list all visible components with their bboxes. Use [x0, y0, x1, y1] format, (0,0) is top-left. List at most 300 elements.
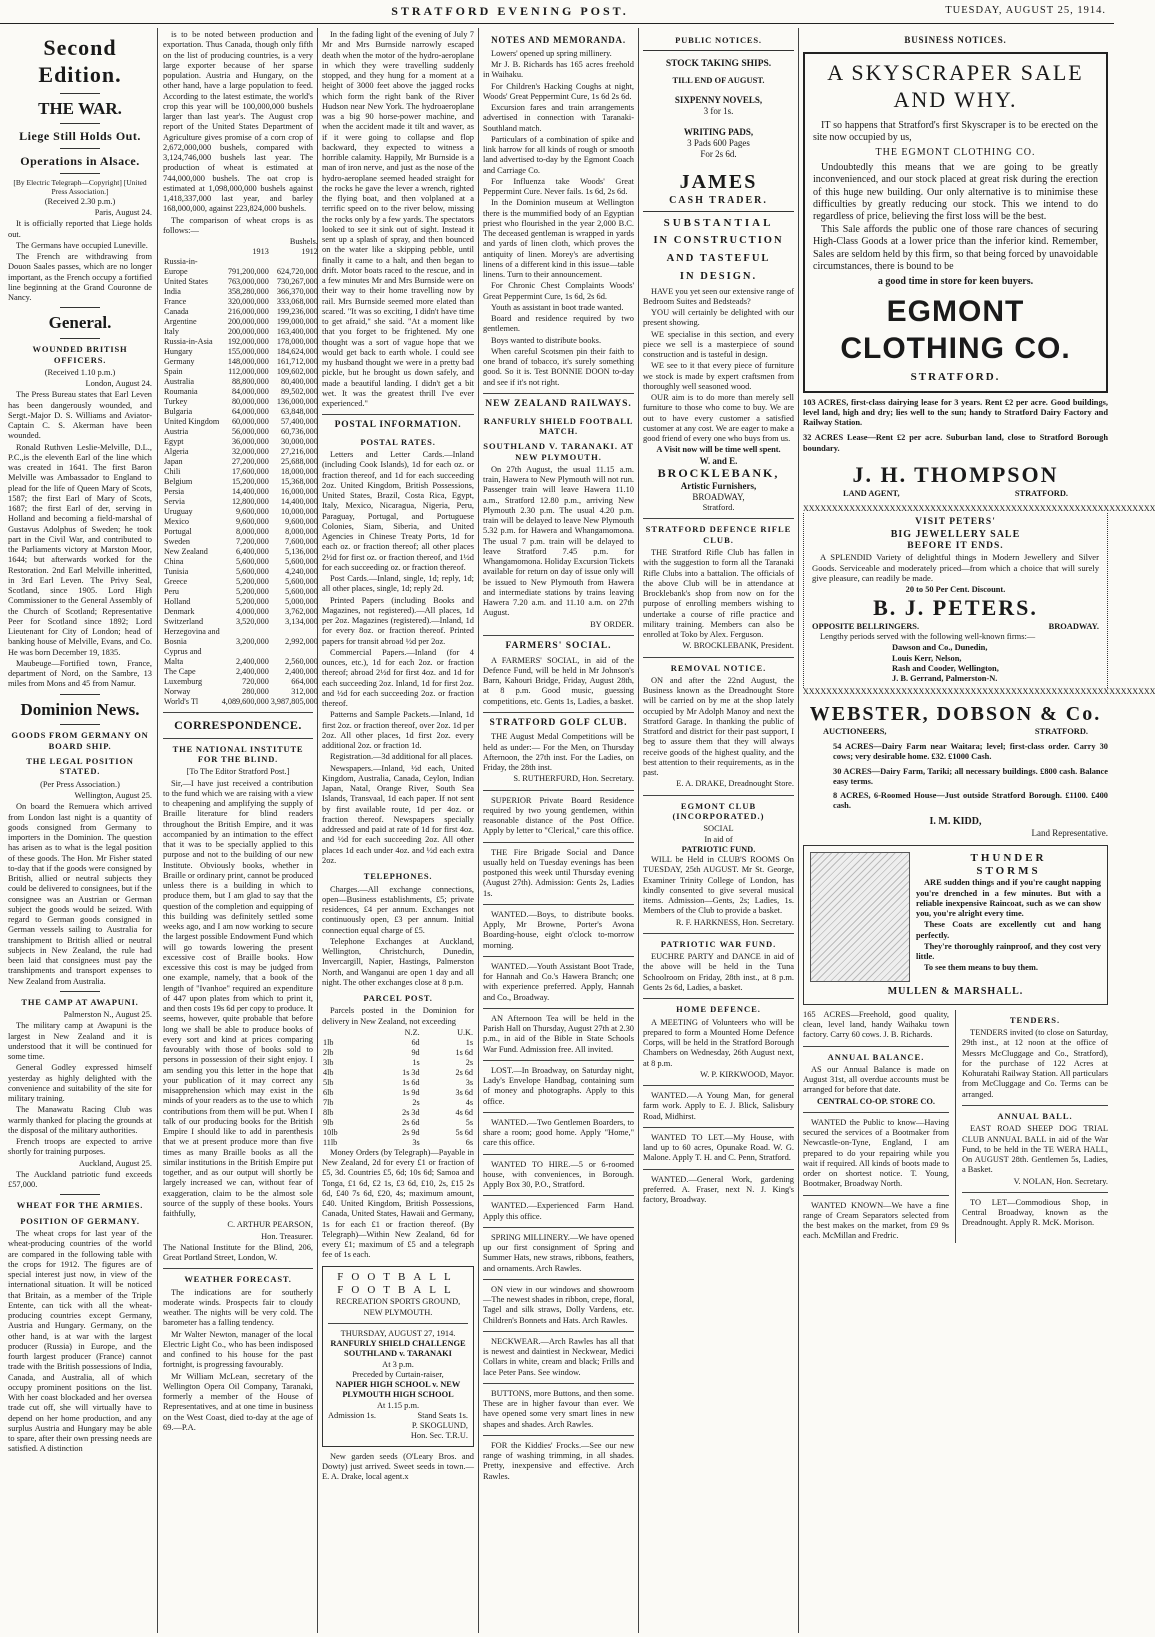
table-header: U.K. [457, 1027, 473, 1037]
received-time: (Received 1.10 p.m.) [44, 367, 116, 377]
column-rule [798, 28, 799, 1633]
curtain-intro: Preceded by Curtain-raiser, [352, 1369, 444, 1379]
bushels-cell: 14,400,000 [281, 497, 318, 506]
skyscraper-body: Undoubtedly this means that we are going to be greatly inconvenienced, and our stock placed at great risk during the erection of this huge new building. Our only alternative is to minimise these difficulties by greatly reducing our stock. This we intend to do regardless of price, believing the first loss will be the best. [813, 162, 1098, 222]
farm-listing: 30 ACRES—Dairy Farm, Tariki; all necessary buildings. £800 cash. Balance easy terms. [833, 766, 1108, 786]
classified-ad: SPRING MILLINERY.—We have opened up our first consignment of Spring and Summer Hats, new straws, ribbons, feathers, and ornaments. Arch Rawles. [483, 1232, 634, 1273]
skyscraper-body: This Sale affords the public one of those rare chances of securing High-Class Goods at a lower price than the inferior kind. Remember, Sales are seldom held by this firm, so that being forced by unavoidable circumstances, there is bound to be [813, 224, 1098, 272]
bushels-cell: 624,720,000 [276, 267, 318, 276]
firm-item: J. B. Gerrand, Palmerston-N. [892, 674, 998, 684]
match-teams: SOUTHLAND v. TARANAKI [344, 1349, 452, 1359]
bushels-cell: 64,000,000 [231, 407, 269, 416]
webster-town: STRATFORD. [1034, 726, 1088, 736]
column-1 [8, 30, 152, 1630]
bushels-cell: 6,400,000 [236, 547, 269, 556]
postal-paragraph: Commercial Papers.—Inland (for 4 ounces, etc.), 1d for each 2oz. or fraction thereof; abroad 2½d for first 4oz. and 1d for each succeeding 2oz. Inland, 1d for first 2oz. and ½d for each succeeding 2oz. or fraction thereof. [322, 647, 474, 709]
column-5 [643, 30, 794, 1630]
parcel-cell: 3s [465, 1077, 473, 1087]
copyright-line: [By Electric Telegraph—Copyright] [United Press Association.] [13, 177, 147, 196]
postal-paragraph: Newspapers.—Inland, ½d each, United Kingdom, Australia, Canada, Ceylon, Indian Japan, Natal, Orange River, South Sea Islands, Transvaal, 1d each paper. If not sent by first available route, 1d per 4oz. or fraction thereof. Newspapers specially addressed and paid at rate of 1d for first 4oz. and ½d for each succeeding 2oz. All other places 1d each under 4oz. and ½d each extra 2oz. [322, 763, 474, 865]
farmers-heading: FARMERS' SOCIAL. [505, 640, 612, 651]
bottom-ads [803, 1010, 1108, 1243]
table-row [163, 367, 319, 377]
column-4 [483, 30, 634, 1630]
bushels-cell: 89,502,000 [281, 387, 318, 396]
divider [483, 1060, 634, 1061]
parcel-cell: 3lb [323, 1057, 334, 1067]
bushels-cell: 30,000,000 [281, 437, 318, 446]
ad-signer: W. P. KIRKWOOD, Mayor. [700, 1069, 794, 1079]
public-notices-heading: PUBLIC NOTICES. [675, 35, 762, 45]
parcel-cell: 8lb [323, 1107, 334, 1117]
parcel-cell: 2s [412, 1097, 420, 1107]
bushels-cell: 358,280,000 [227, 287, 269, 296]
parcel-cell: 9d [411, 1047, 420, 1057]
note-item: Youth as assistant in boot trade wanted. [491, 302, 624, 312]
country-cell: Algeria [164, 447, 189, 456]
bushels-cell: 333,068,000 [276, 297, 318, 306]
country-cell: China [164, 557, 184, 566]
divider [483, 1195, 634, 1196]
table-row [322, 1068, 474, 1078]
country-cell: Bulgaria [164, 407, 193, 416]
table-row [322, 1058, 474, 1068]
divider [483, 1227, 634, 1228]
rifle-heading: STRATFORD DEFENCE RIFLE CLUB. [645, 524, 792, 545]
bushels-cell: 5,600,000 [236, 567, 269, 576]
country-cell: Europe [164, 267, 188, 276]
country-cell: India [164, 287, 181, 296]
article-paragraph: On board the Remuera which arrived from London last night is a quantity of goods consigned from Germany to importers in the Dominion. The question has arisen as to what is the legal position of these goods. The Hon. Mr Fisher stated to-day that if the goods were consigned by British, allied or neutral subjects they could be delivered to consignees, but if the consignee was an Austrian or German subject the goods would be seized. With regard to German goods consigned in German vessels sailing to Australia for transhipment to British allied or neutral subjects in New Zealand, the rule had been laid that consignees must pay the transhipments and transport expenses to New Zealand from Australia. [8, 802, 152, 986]
country-cell: Australia [164, 377, 195, 386]
postal-paragraph: Printed Papers (including Books and Magazines, not registered).—All places, 1d per 2oz. Magazines (registered).—Inland, 1d for every 8oz. or fraction thereof. Printed papers for transit abroad ½d per 2oz. [322, 595, 474, 646]
bushels-cell: 5,600,000 [285, 557, 318, 566]
country-cell: Cyprus and [164, 647, 202, 656]
bushels-cell: 5,200,000 [236, 587, 269, 596]
bushels-cell: 730,267,000 [276, 277, 318, 286]
bushels-cell: 199,000,000 [276, 317, 318, 326]
issue-date: TUESDAY, AUGUST 25, 1914. [945, 5, 1106, 16]
divider [60, 307, 100, 308]
bushels-cell: 63,848,000 [281, 407, 318, 416]
railways-heading: NEW ZEALAND RAILWAYS. [485, 398, 632, 409]
bushels-cell: 14,400,000 [231, 487, 269, 496]
table-row [163, 337, 319, 347]
country-cell: Mexico [164, 517, 190, 526]
bushels-cell: 2,400,000 [285, 667, 318, 676]
country-cell: Argentine [164, 317, 197, 326]
article-paragraph: In the fading light of the evening of July 7 Mr and Mrs Burnside narrowly escaped death when the motor of the hydro-aeroplane in which they were travelling suddenly stopped, and they hung for a moment at a height of 3000 feet above the jagged rocks which form the right bank of the River Hudson near New York. The hydroaeroplane was a big 90 horse-power machine, and when the accident made it tilt and waver, as if it were going to collapse and flop backward, they expected to witness a horrible calamity. Happily, Mr Burnside is a man of iron nerve, and just as the nose of the hydro-aeroplane seemed headed straight for the rocks he gave the lever a wrench, righted the flying boat, and then volplaned at a terrific speed on to the river below, missing the rocks only by a few yards. The spectators looked to see it sink out of sight. Instead it sent up a splash of spray, and then bounced on the water like a skipping pebble, until finally it came to a halt, and then began to drift. Motor boats raced to the rescue, and in a few minutes Mr and Mrs Burnside were on their way to their home travelling now by rail. Mrs Burnside seemed more elated than scared. "It was so exciting, I didn't have time to get afraid," she said. "At a moment like that you forget to be frightened. My one thought was a sort of vague hope that we would get back to earth whole. I could see my husband thought we were in a pretty bad pickle, but he brought us down safely, and made a beautiful landing. I didn't get a bit wet. It was the greatest thrill I've ever experienced." [322, 30, 474, 408]
letter-address: The National Institute for the Blind, 206, Great Portland Street, London, W. [163, 1242, 313, 1263]
james-title: CASH TRADER. [669, 194, 768, 206]
firm-list [812, 643, 1099, 684]
kidd-name: I. M. KIDD, [929, 815, 982, 827]
bushels-cell: 56,000,000 [231, 427, 269, 436]
table-row [163, 357, 319, 367]
divider [483, 904, 634, 905]
raincoat-illustration [810, 852, 910, 982]
furniture-heading: IN DESIGN. [679, 270, 758, 282]
classified-ad: WANTED the Public to know—Having secured the services of a Bootmaker from Newcastle-on-Tyne, England, I am prepared to do your repairing while you wait if required. All kinds of boots made to order on shortest notice. T. Young, Bootmaker, Broadway North. [803, 1117, 950, 1189]
peters-visit: VISIT PETERS' [915, 516, 996, 527]
country-cell: Austria [164, 427, 189, 436]
bushels-cell: 161,712,000 [276, 357, 318, 366]
price-row [328, 1411, 468, 1421]
admission-price: Admission 1s. [328, 1410, 376, 1420]
parcel-cell: 1s 9d [402, 1087, 420, 1097]
classified-ad: WANTED KNOWN—We have a fine range of Cream Separators selected from the best makes on the market, from £9 9s each. McMillan and Fredric. [803, 1200, 950, 1241]
article-paragraph: General Godley expressed himself yesterday as highly delighted with the convenience and suitability of the site for military training. [8, 1063, 152, 1104]
table-row [163, 317, 319, 327]
table-row [163, 647, 319, 657]
table-row [163, 487, 319, 497]
pads-price: For 2s 6d. [700, 149, 737, 160]
goods-heading: GOODS FROM GERMANY ON BOARD SHIP. [11, 730, 149, 751]
railways-subheading: RANFURLY SHIELD FOOTBALL MATCH. [483, 415, 634, 436]
postal-paragraph: Parcels posted in the Dominion for delivery in New Zealand, not exceeding [322, 1006, 474, 1026]
bushels-cell: 216,000,000 [227, 307, 269, 316]
column-rule [478, 28, 479, 1633]
divider [60, 724, 100, 725]
parcel-cell: 5s [465, 1117, 473, 1127]
classified-ad: THE Fire Brigade Social and Dance usually held on Tuesday evenings has been postponed this week until Thursday evening (August 27th). Admission: Gents 2s, Ladies 1s. [483, 847, 634, 898]
firm-item: Dawson and Co., Dunedin, [892, 643, 988, 653]
bushels-cell: 57,400,000 [281, 417, 318, 426]
pads-detail: 3 Pads 600 Pages [687, 138, 750, 149]
divider [483, 1154, 634, 1155]
note-item: In the Dominion museum at Wellington there is the mummified body of an Egyptian priest who flourished in the year 2,000 B.C. The deceased gentleman is wrapped in yards and yards of linen cloth, which proves the antiquity of linen. Morey's are advertising linens of a different kind in this issue—table linens. Turn to their announcement. [483, 198, 634, 280]
parcel-cell: 6d [411, 1037, 420, 1047]
furniture-heading: SUBSTANTIAL [663, 216, 774, 229]
parcel-cell: 11lb [323, 1137, 338, 1147]
bushels-cell: 60,736,000 [281, 427, 318, 436]
article-paragraph: French troops are expected to arrive shortly for training purposes. [8, 1137, 152, 1157]
egmont-clothing-logo: EGMONT CLOTHING CO. [840, 295, 1071, 365]
table-row [322, 1038, 474, 1048]
parcel-cell: 3s [412, 1137, 420, 1147]
table-row [163, 417, 319, 427]
correspondence-heading: CORRESPONDENCE. [174, 718, 302, 732]
divider [483, 842, 634, 843]
parcel-cell: 4lb [323, 1067, 334, 1077]
bushels-cell: 2,400,000 [236, 657, 269, 666]
divider [483, 393, 634, 394]
country-cell: Peru [164, 587, 180, 596]
football-ad [322, 1266, 474, 1447]
divider [643, 1085, 794, 1086]
table-row [163, 697, 319, 707]
bushels-cell: 720,000 [242, 677, 269, 686]
bushels-cell: 4,240,000 [285, 567, 318, 576]
bushels-cell: 320,000,000 [227, 297, 269, 306]
table-row [322, 1078, 474, 1088]
divider [483, 712, 634, 713]
bushels-cell: 80,000,000 [231, 397, 269, 406]
forecast-text: The indications are for southerly moderate winds. Prospects fair to cloudy weather. The nights will be very cold. The barometer has a falling tendency. [163, 1287, 313, 1328]
divider [962, 1192, 1108, 1193]
column-3 [322, 30, 474, 1630]
bushels-cell: 27,200,000 [231, 457, 269, 466]
country-cell: Servia [164, 497, 185, 506]
match-name: RANFURLY SHIELD CHALLENGE [330, 1339, 466, 1349]
table-row [163, 257, 319, 267]
country-cell: Egypt [164, 437, 184, 446]
article-paragraph: Mr William McLean, secretary of the Wellington Opera Oil Company, Taranaki, formerly a member of the House of Representatives, and at one time in business on the West Coast, died to-day at the age of 69.—P.A. [163, 1371, 313, 1432]
bushels-cell: 32,000,000 [231, 447, 269, 456]
bushels-cell: 109,602,000 [276, 367, 318, 376]
peters-name: B. J. PETERS. [873, 595, 1038, 621]
dominion-heading: Dominion News. [20, 699, 140, 719]
divider [803, 1112, 949, 1113]
match-time: At 3 p.m. [382, 1359, 414, 1369]
table-row [163, 347, 319, 357]
annual-firm: CENTRAL CO-OP. STORE CO. [817, 1096, 935, 1106]
classified-ad: SUPERIOR Private Board Residence required by two young gentlemen, within reasonable distance of the Post Office. Apply by letter to "Clerical," care this office. [483, 795, 634, 836]
home-defence-heading: HOME DEFENCE. [676, 1004, 761, 1015]
peters-before: BEFORE IT ENDS. [907, 540, 1004, 551]
article-paragraph: The Auckland patriotic fund exceeds £57,000. [8, 1169, 152, 1190]
table-row [163, 667, 319, 677]
country-cell: Japan [164, 457, 183, 466]
alsace-heading: Operations in Alsace. [20, 154, 140, 169]
thunder-heading: STORMS [976, 865, 1041, 878]
country-cell: Roumania [164, 387, 198, 396]
general-heading: General. [48, 313, 112, 333]
farm-listing: 54 ACRES—Dairy Farm near Waitara; level; first-class order. Carry 30 cows; very desirable home. £32. £1000 Cash. [833, 742, 1108, 762]
classified-ad: WANTED TO LET.—My House, with land up to 60 acres, Opunake Road. W. G. Malone. Apply T. H. and C. Penn, Stratford. [643, 1132, 794, 1163]
edition-heading: Second Edition. [38, 35, 122, 87]
firm-item: Rash and Cooder, Wellington, [892, 663, 999, 673]
country-cell: Switzerland [164, 617, 204, 626]
bushels-cell: 88,800,000 [231, 377, 269, 386]
bushels-cell: 5,000,000 [285, 597, 318, 606]
country-cell: Persia [164, 487, 185, 496]
note-item: Boys wanted to distribute books. [491, 335, 602, 345]
bushels-cell: 36,000,000 [231, 437, 269, 446]
ad-signer: P. SKOGLUND, [411, 1421, 468, 1431]
james-name: JAMES [679, 171, 758, 194]
article-paragraph: is to be noted between production and exportation. Thus Canada, though only fifth on the list of producing countries, is a very large exporter because of her sparse population. Austria and Hungary, on the other hand, have a large population to feed. According to the latest estimate, the world's crop this year will be 100,000,000 bushels larger than last year's. The August crop report of the United States Department of Agriculture gives promise of a corn crop of 2,672,000,000 bushels, compared with 3,124,746,000 bushels last year. The production of wheat is estimated at 744,000,000 bushels. The oat crop is estimated at 1,098,000,000 bushels against 1,418,337,000 last year, and barley 168,000,000, against 223,824,000 bushels. [163, 30, 313, 214]
position-heading: POSITION OF GERMANY. [20, 1215, 140, 1226]
table-row [163, 607, 319, 617]
country-cell: Norway [164, 687, 191, 696]
bushels-cell: 3,520,000 [236, 617, 269, 626]
table-row [322, 1088, 474, 1098]
postal-paragraph: Patterns and Sample Packets.—Inland, 1d first 2oz. or fraction thereof, over 2oz. 1d per 2oz. All other places, 1d first 2oz. every additional 2oz. or fraction 1d. [322, 710, 474, 751]
golf-heading: STRATFORD GOLF CLUB. [489, 717, 628, 728]
dateline: Wellington, August 25. [74, 791, 152, 801]
table-row [163, 277, 319, 287]
parcel-cell: 1s [412, 1057, 420, 1067]
telephones-heading: TELEPHONES. [363, 871, 433, 882]
bushels-cell: 8,000,000 [285, 527, 318, 536]
bushels-cell: 155,000,000 [227, 347, 269, 356]
camp-heading: THE CAMP AT AWAPUNI. [21, 996, 139, 1007]
classified-ad: WANTED.—Experienced Farm Hand. Apply this office. [483, 1201, 634, 1221]
table-row [163, 497, 319, 507]
ad-body: EAST ROAD SHEEP DOG TRIAL CLUB ANNUAL BALL in aid of the War Fund, to be held in the TE WERA HALL, On AUGUST 28th. Gentlemen 5s, Ladies, a Basket. [962, 1124, 1109, 1175]
parcel-table [322, 1028, 474, 1148]
country-cell: World's Tl [164, 697, 199, 706]
war-heading: THE WAR. [38, 98, 122, 118]
table-row [163, 297, 319, 307]
postal-paragraph: Letters and Letter Cards.—Inland (including Cook Islands), 1d for each oz. or fraction thereof, and 1d for each succeeding 2oz. United Kingdom, British Possessions, United States, Brazil, Costa Rica, Egypt, Italy, Mexico, Nicaragua, Nigeria, Peru, Paraguay, Portugal, and Portuguese Colonies, Siam, Siberia, and United Agencies in Chinese Treaty Ports, 1d for each oz. or fraction thereof; all other places 2½d for first oz. or fraction thereof, and 1½d for each succeeding oz. or fraction thereof. [322, 450, 474, 572]
stocktaking-heading: STOCK TAKING SHIPS. [665, 59, 772, 70]
classified-ad: WANTED TO HIRE.—5 or 6-roomed house, with conveniences, in Borough. Apply Box 30, P.O., Stratford. [483, 1159, 634, 1190]
table-row [163, 397, 319, 407]
column-rule [157, 28, 158, 1633]
column-rule [955, 1010, 956, 1243]
note-item: For Chronic Chest Complaints Woods' Great Peppermint Cure, 1s 6d, 2s 6d. [483, 281, 634, 301]
bushels-cell: 5,200,000 [236, 577, 269, 586]
parcel-cell: 2s 3d [402, 1107, 420, 1117]
bushels-cell: 5,136,000 [285, 547, 318, 556]
bushels-cell: 2,560,000 [285, 657, 318, 666]
column-2 [163, 30, 318, 1630]
classified-ad: LOST.—In Broadway, on Saturday night, Lady's Envelope Handbag, containing sum of money and photographs. Apply to this office. [483, 1065, 634, 1106]
bushels-cell: 763,000,000 [227, 277, 269, 286]
curtain-time: At 1.15 p.m. [376, 1400, 420, 1410]
table-row [163, 627, 319, 637]
classified-ad: TO LET—Commodious Shop, in Central Broadway, known as the Dreadnought. Apply R. McK. Morison. [962, 1197, 1109, 1228]
bushels-cell: 5,600,000 [285, 587, 318, 596]
divider [643, 657, 794, 658]
bushels-cell: 7,200,000 [236, 537, 269, 546]
bushels-cell: 9,600,000 [285, 517, 318, 526]
divider [483, 1112, 634, 1113]
divider [163, 1268, 313, 1269]
parcel-cell: 2s [465, 1057, 473, 1067]
ad-body: WE specialise in this section, and every piece we sell is a masterpiece of sound construction and is tasteful in design. [643, 329, 794, 360]
divider [643, 1169, 794, 1170]
table-row [163, 427, 319, 437]
ad-signer-title: Hon. Sec. T.R.U. [410, 1431, 468, 1441]
ball-heading: ANNUAL BALL. [997, 1110, 1073, 1121]
peters-location: OPPOSITE BELLRINGERS. [812, 621, 920, 631]
bushels-cell: 178,000,000 [276, 337, 318, 346]
article-paragraph: The Germans have occupied Luneville. [16, 240, 148, 250]
dateline: Palmerston N., August 25. [63, 1010, 152, 1020]
wounded-heading: WOUNDED BRITISH OFFICERS. [32, 344, 128, 365]
table-row [163, 457, 319, 467]
bushels-cell [221, 257, 270, 267]
article-paragraph: The comparison of wheat crops is as follows:— [163, 215, 313, 235]
country-cell: Russia-in-Asia [164, 337, 213, 346]
table-header [322, 1028, 367, 1038]
lease-listing: 103 ACRES, first-class dairying lease for 3 years. Rent £2 per acre. Good buildings, level land, high and dry; lies well to the sun; handy to Stratford Dairy Factory and Railway Station. [803, 397, 1108, 428]
skyscraper-tagline: a good time in store for keen buyers. [877, 275, 1034, 287]
country-cell: Germany [164, 357, 195, 366]
bushels-cell: 84,000,000 [231, 387, 269, 396]
farm-listing: 8 ACRES, 6-Roomed House—Just outside Stratford Borough. £1100. £400 cash. [833, 791, 1108, 811]
bushels-cell: 3,762,000 [285, 607, 318, 616]
letter-signer-title: Hon. Treasurer. [261, 1231, 313, 1241]
lease-listing: 32 ACRES Lease—Rent £2 per acre. Suburban land, close to Stratford Borough boundary. [803, 433, 1108, 453]
ad-body: HAVE you yet seen our extensive range of Bedroom Suites and Bedsteads? [643, 286, 794, 306]
skyscraper-body: IT so happens that Stratford's first Skyscraper is to be erected on the site now occupied by us, [813, 119, 1098, 143]
novels-offer: SIXPENNY NOVELS, [674, 95, 763, 106]
firm-town: Stratford. [702, 503, 735, 513]
table-row [163, 477, 319, 487]
bushels-cell: 9,600,000 [236, 507, 269, 516]
divider [60, 694, 100, 695]
thompson-town: STRATFORD. [1014, 488, 1068, 498]
divider [643, 518, 794, 519]
postal-heading: POSTAL INFORMATION. [334, 420, 462, 431]
bushels-cell: 80,400,000 [281, 377, 318, 386]
peters-row [812, 622, 1099, 632]
curtain-teams: NAPIER HIGH SCHOOL v. NEW PLYMOUTH HIGH SCHOOL [335, 1380, 461, 1400]
parcel-cell: 4s 6d [455, 1107, 473, 1117]
table-row [163, 307, 319, 317]
classified-ad: WANTED.—Boys, to distribute books. Apply, Mr Browne, Porter's Avona Boarding-house, eight o'clock to-morrow morning. [483, 909, 634, 950]
ad-body: A FARMERS' SOCIAL, in aid of the Defence Fund, will be held in Mr Johnson's Barn, Kahouri Bridge, Friday, August 28th, at 8 p.m. Good music, guessing competitions, etc. Gents 1s, Ladies, a basket. [483, 655, 634, 706]
divider [60, 148, 100, 149]
bushels-cell: 7,600,000 [285, 537, 318, 546]
bushels-cell [270, 627, 319, 637]
table-row [322, 1138, 474, 1148]
parcel-cell: 2lb [323, 1047, 334, 1057]
bushels-cell: 2,400,000 [236, 667, 269, 676]
table-header: Bushels. [289, 237, 318, 246]
note-item: Excursion fares and train arrangements advertised in connection with Taranaki-Southland match. [483, 103, 634, 133]
bushels-cell: 4,089,600,000 [221, 697, 269, 706]
parcel-cell: 1lb [323, 1037, 334, 1047]
table-row [163, 587, 319, 597]
railways-order: BY ORDER. [590, 619, 634, 629]
thunder-heading: THUNDER [970, 851, 1047, 864]
country-cell: Herzegovina and [164, 627, 220, 636]
country-cell: Turkey [164, 397, 188, 406]
classified-ad: AN Afternoon Tea will be held in the Parish Hall on Thursday, August 27th at 2.30 p.m., in aid of the Bible in State Schools War Fund. Admission free. All invited. [483, 1013, 634, 1054]
divider [962, 1105, 1108, 1106]
divider [803, 1046, 949, 1047]
bushels-cell: 136,000,000 [276, 397, 318, 406]
peters-discount: 20 to 50 Per Cent. Discount. [905, 584, 1006, 594]
firm-item: Louis Kerr, Nelson, [892, 653, 962, 663]
thunder-ad [803, 845, 1108, 1005]
article-paragraph: The Manawatu Racing Club was warmly thanked for placing the grounds at the disposal of the military authorities. [8, 1105, 152, 1135]
thompson-row [803, 489, 1108, 499]
bushels-cell: 280,000 [242, 687, 269, 696]
peters-street: BROADWAY. [1048, 621, 1099, 631]
table-row [163, 527, 319, 537]
divider [322, 414, 474, 415]
divider [328, 1323, 468, 1324]
bushels-cell: 9,600,000 [236, 517, 269, 526]
bushels-cell: 200,000,000 [227, 317, 269, 326]
postal-paragraph: Charges.—All exchange connections, open—Business establishments, £5; private residences, £4 per annum. Exchanges not continuously open, £3 per annum. Initial connection equal charge of £5. [322, 884, 474, 935]
table-row [163, 437, 319, 447]
masthead [0, 0, 1114, 24]
football-heading: FOOTBALL [337, 1270, 459, 1283]
country-cell: The Cape [164, 667, 196, 676]
parcel-cell: 7lb [323, 1097, 334, 1107]
stand-price: Stand Seats 1s. [417, 1410, 468, 1420]
bushels-cell: 10,000,000 [281, 507, 318, 516]
table-row [163, 327, 319, 337]
webster-title: AUCTIONEERS, [823, 726, 887, 736]
divider [483, 1435, 634, 1436]
egmont-town: STRATFORD. [910, 371, 1001, 384]
parcel-cell: 1s [465, 1037, 473, 1047]
table-row [163, 377, 319, 387]
table-row [163, 507, 319, 517]
furniture-heading: IN CONSTRUCTION [653, 235, 784, 247]
peters-sale: BIG JEWELLERY SALE [890, 528, 1021, 540]
note-item: For Influenza take Woods' Great Peppermint Cure. Never fails. 1s 6d, 2s 6d. [483, 176, 634, 197]
table-row [163, 637, 319, 647]
